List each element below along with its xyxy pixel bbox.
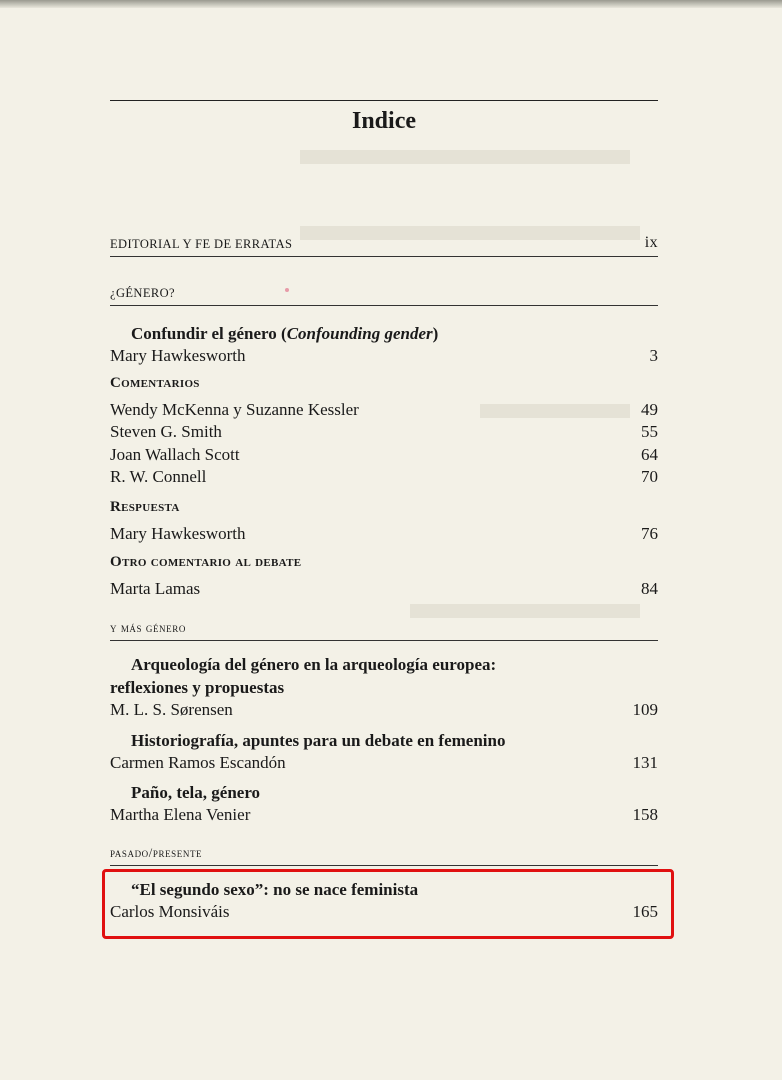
page-number: ix	[644, 234, 658, 251]
author: Carmen Ramos Escandón	[110, 752, 286, 772]
article-title: Confundir el género (Confounding gender)	[131, 324, 439, 343]
article-title: Historiografía, apuntes para un debate en femenino	[131, 730, 506, 750]
table-of-contents	[110, 100, 658, 924]
article-title: Paño, tela, género	[131, 783, 261, 803]
section-label: EDITORIAL Y FE DE ERRATAS	[110, 237, 293, 251]
section-label: pasado/presente	[110, 845, 203, 860]
section-label: ¿GÉNERO?	[110, 286, 175, 300]
subsection-label: Otro comentario al debate	[110, 553, 302, 570]
section-editorial	[110, 234, 658, 252]
toc-entry	[110, 399, 658, 422]
toc-entry	[110, 752, 658, 775]
toc-entry	[110, 578, 658, 601]
author: Mary Hawkesworth	[110, 346, 246, 365]
article-title: Arqueología del género en la arqueología europea:	[131, 655, 497, 675]
page-number: 49	[641, 399, 658, 419]
author: Martha Elena Venier	[110, 805, 251, 825]
toc-entry	[110, 421, 658, 444]
author: Joan Wallach Scott	[110, 444, 240, 464]
page-number: 70	[641, 467, 658, 487]
page-number: 76	[641, 523, 658, 543]
author: R. W. Connell	[110, 467, 207, 487]
subsection-label: Respuesta	[110, 498, 180, 515]
page-number: 3	[649, 346, 658, 365]
section-mas-genero	[110, 618, 658, 636]
section-label: y más género	[110, 621, 186, 636]
toc-entry	[110, 901, 658, 924]
author: Mary Hawkesworth	[110, 523, 246, 543]
page-number: 55	[641, 422, 658, 442]
author: Wendy McKenna y Suzanne Kessler	[110, 399, 359, 419]
page-title: Indice	[351, 108, 416, 134]
author: M. L. S. Sørensen	[110, 700, 233, 720]
article-title: “El segundo sexo”: no se nace feminista	[131, 879, 419, 899]
page-number: 84	[641, 578, 658, 598]
toc-entry	[110, 699, 658, 722]
toc-entry	[110, 804, 658, 827]
author: Marta Lamas	[110, 578, 201, 598]
page-number: 131	[632, 752, 658, 772]
toc-entry	[110, 466, 658, 489]
page-number: 158	[632, 805, 658, 825]
subsection-label: Comentarios	[110, 374, 200, 391]
toc-entry	[110, 523, 658, 546]
author: Carlos Monsiváis	[110, 901, 230, 921]
toc-entry	[110, 345, 658, 368]
scan-top-edge	[0, 0, 782, 8]
section-pasado	[110, 843, 658, 861]
author: Steven G. Smith	[110, 422, 222, 442]
page-number: 64	[641, 444, 658, 464]
page-number: 165	[632, 901, 658, 921]
page-number: 109	[632, 700, 658, 720]
toc-entry	[110, 444, 658, 467]
top-rule	[110, 100, 658, 101]
article-title-continued: reflexiones y propuestas	[110, 678, 285, 698]
section-genero	[110, 283, 658, 301]
